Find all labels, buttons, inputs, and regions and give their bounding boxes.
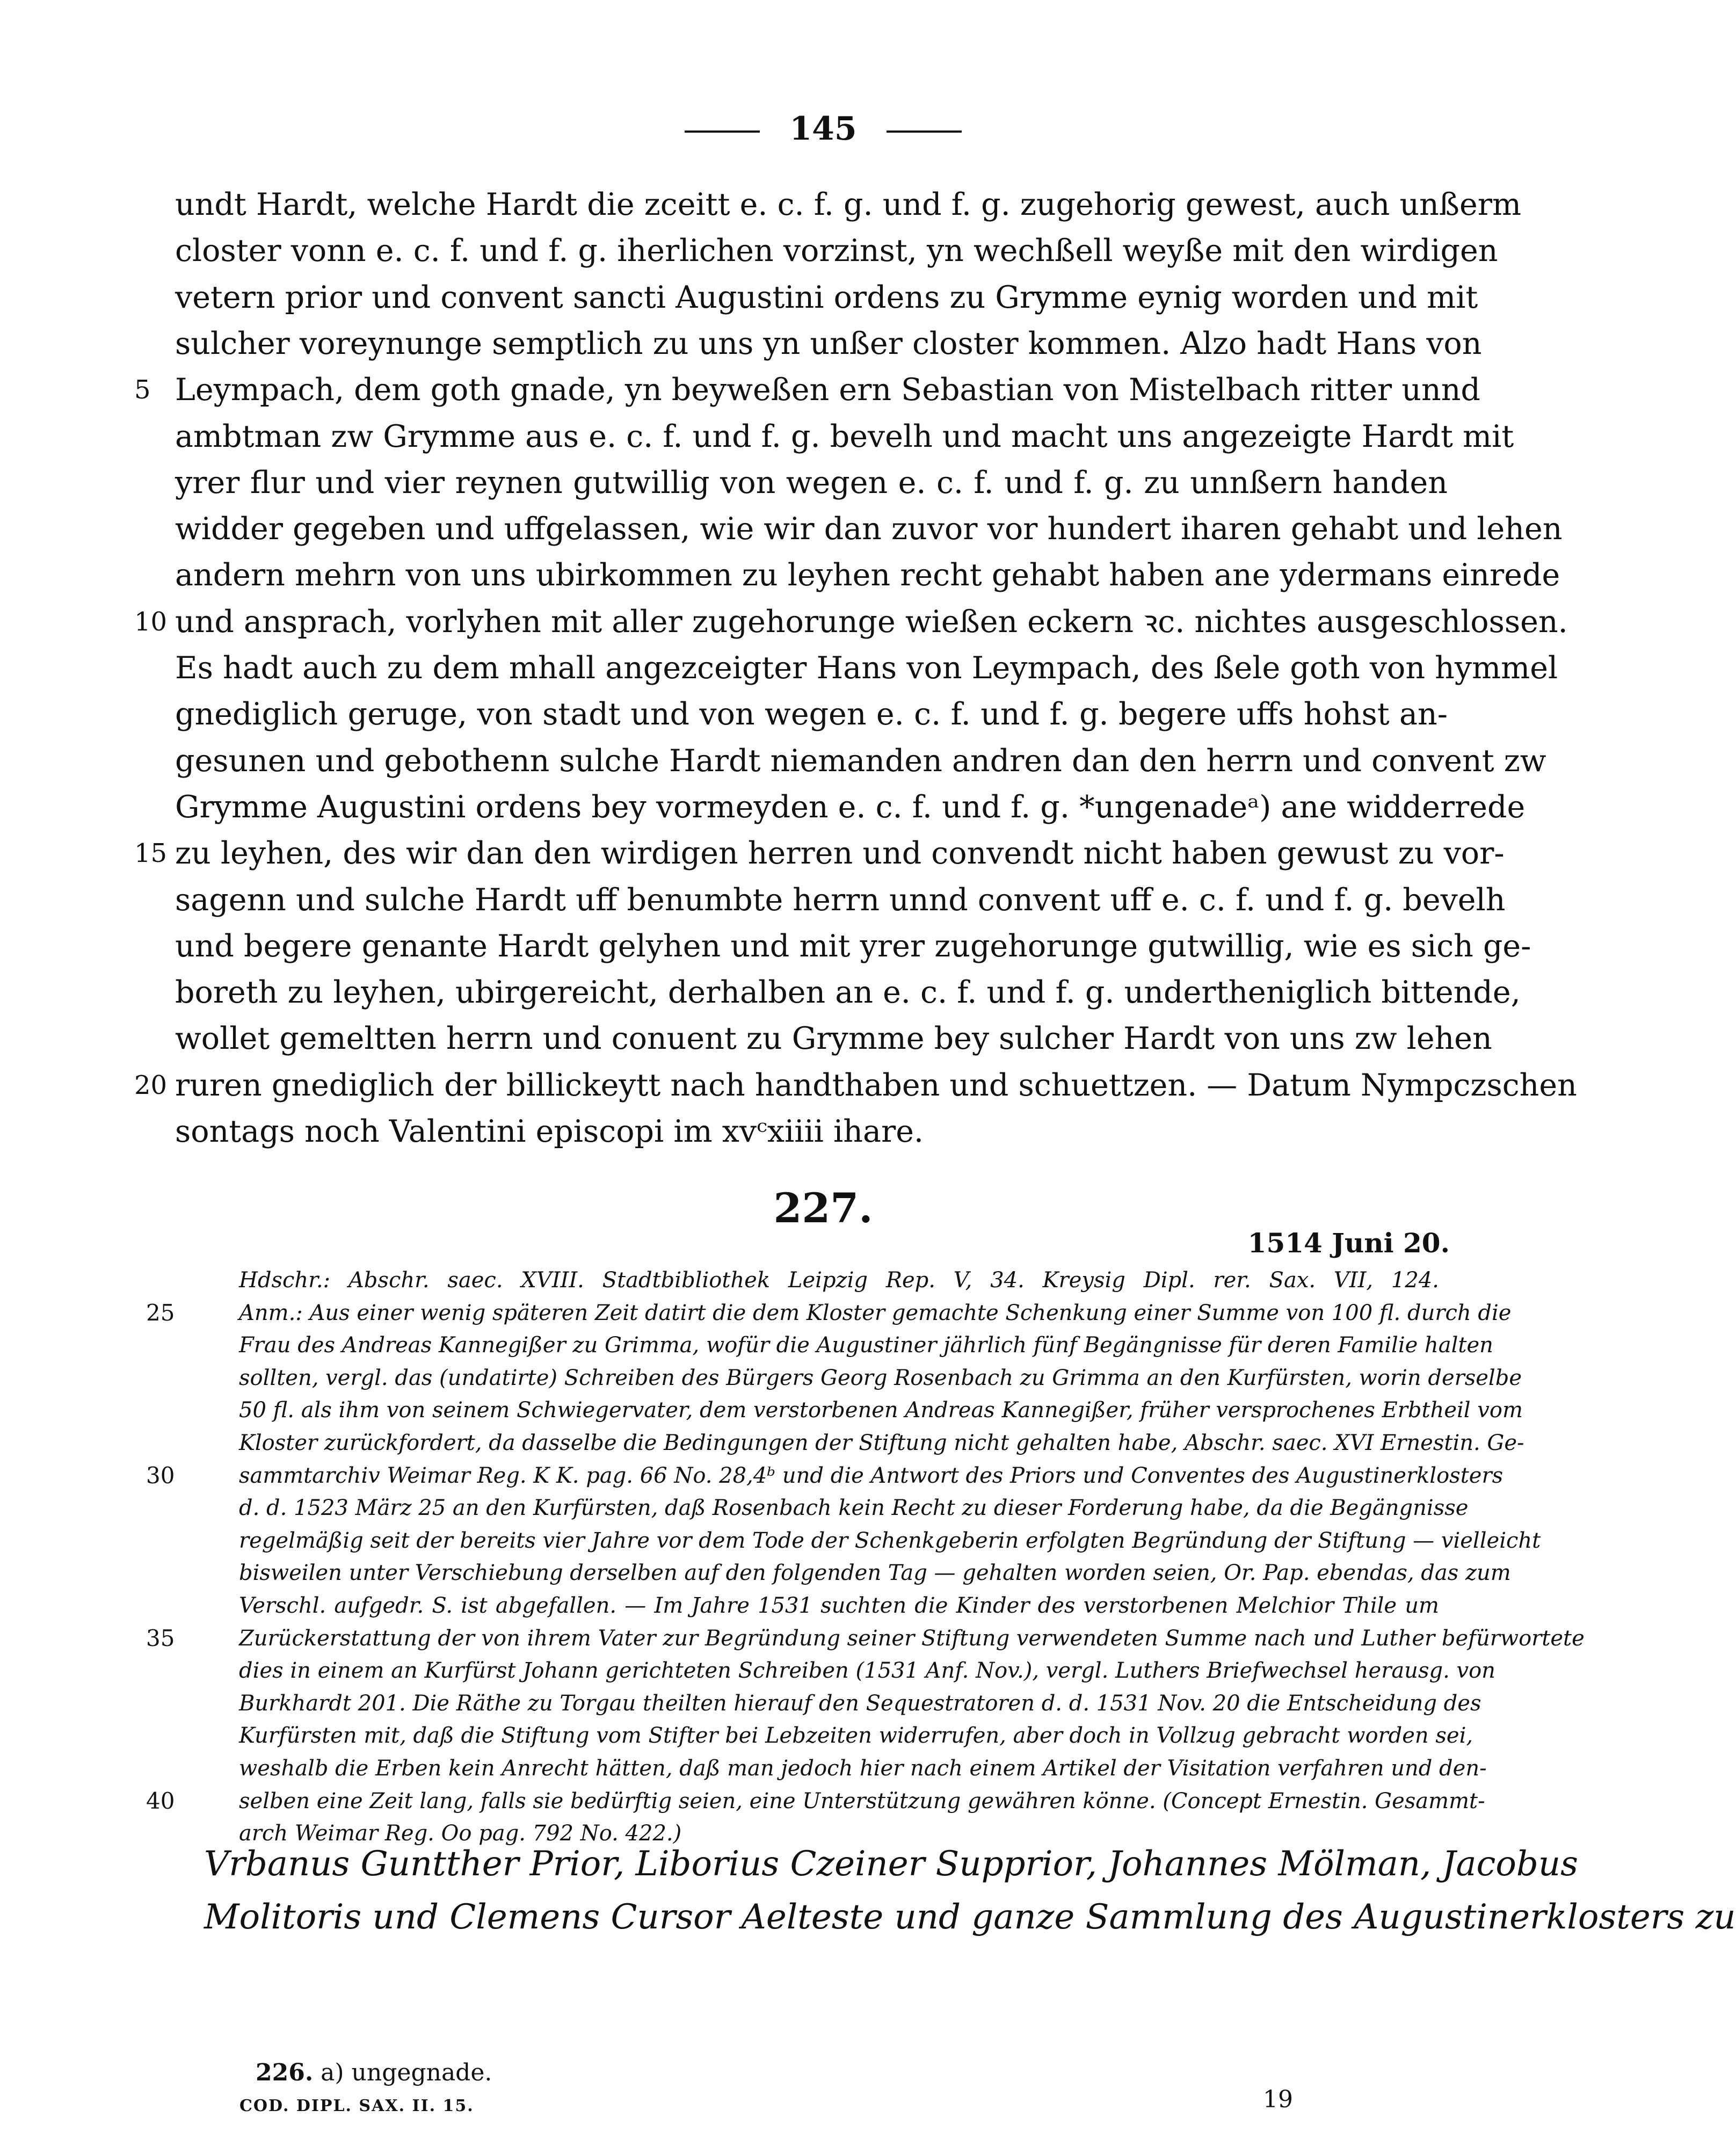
note-line: weshalb die Erben kein Anrecht hätten, daß man jedoch hier nach einem Artikel der Visitation verfahren und den- (239, 1756, 1487, 1781)
heading-line: Molitoris und Clemens Cursor Aelteste und ganze Sammlung des Augustinerklosters zu (204, 1897, 1736, 1937)
sheet-number: 19 (1263, 2086, 1293, 2113)
heading-line: Vrbanus Guntther Prior, Liborius Czeiner Supprior, Johannes Mölman, Jacobus (204, 1844, 1578, 1884)
note-line: Kurfürsten mit, daß die Stiftung vom Stifter bei Lebzeiten widerrufen, aber doch in Vollzug gebracht worden sei, (239, 1723, 1473, 1748)
text-line: ambtman zw Grymme aus e. c. f. und f. g. bevelh und macht uns angezeigte Hardt mit (175, 419, 1514, 454)
note-line: selben eine Zeit lang, falls sie bedürftig seien, eine Unterstützung gewähren könne. (Concept Ernestin. Gesammt- (239, 1789, 1485, 1814)
footnote-text: a) ungegnade. (321, 2059, 492, 2086)
text-line: gnediglich geruge, von stadt und von wegen e. c. f. und f. g. begere uffs hohst an- (175, 697, 1448, 732)
document-date: 1514 Juni 20. (1247, 1227, 1450, 1259)
note-line: d. d. 1523 März 25 an den Kurfürsten, daß Rosenbach kein Recht zu dieser Forderung habe, da die Begängnisse (239, 1496, 1469, 1520)
text-line: sagenn und sulche Hardt uff benumbte herrn unnd convent uff e. c. f. und f. g. bevelh (175, 882, 1506, 918)
note-line: Hdschr.: Abschr. saec. XVIII. Stadtbibliothek Leipzig Rep. V, 34. Kreysig Dipl. rer. Sax. VII, 124. (239, 1268, 1439, 1293)
text-line: Es hadt auch zu dem mhall angezceigter Hans von Leympach, des ßele goth von hymmel (175, 650, 1558, 686)
line-number: 5 (134, 375, 151, 405)
footnote (256, 2057, 492, 2089)
note-line: dies in einem an Kurfürst Johann gerichteten Schreiben (1531 Anf. Nov.), vergl. Luthers Briefwechsel herausg. von (239, 1658, 1495, 1683)
text-line: und ansprach, vorlyhen mit aller zugehorunge wießen eckern ꝛc. nichtes ausgeschlossen. (175, 604, 1568, 640)
note-line: Burkhardt 201. Die Räthe zu Torgau theilten hierauf den Sequestratoren d. d. 1531 Nov. 20 die Entscheidung des (239, 1691, 1481, 1716)
note-line: sollten, vergl. das (undatirte) Schreiben des Bürgers Georg Rosenbach zu Grimma an den Kurfürsten, worin derselbe (239, 1366, 1522, 1390)
note-line: 50 fl. als ihm von seinem Schwiegervater, dem verstorbenen Andreas Kannegißer, früher versprochenes Erbtheil vom (239, 1398, 1523, 1423)
note-line: sammtarchiv Weimar Reg. K K. pag. 66 No. 28,4ᵇ und die Antwort des Priors und Conventes des Augustinerklosters (239, 1463, 1503, 1488)
note-line: arch Weimar Reg. Oo pag. 792 No. 422.) (239, 1821, 682, 1846)
page-number (0, 110, 1646, 148)
text-line: andern mehrn von uns ubirkommen zu leyhen recht gehabt haben ane ydermans einrede (175, 557, 1560, 593)
note-line: Frau des Andreas Kannegißer zu Grimma, wofür die Augustiner jährlich fünf Begängnisse für deren Familie halten (239, 1333, 1493, 1358)
text-line: vetern prior und convent sancti Augustini ordens zu Grymme eynig worden und mit (175, 280, 1478, 315)
text-line: closter vonn e. c. f. und f. g. iherlichen vorzinst, yn wechßell weyße mit den wirdigen (175, 233, 1498, 269)
text-line: yrer flur und vier reynen gutwillig von wegen e. c. f. und f. g. zu unnßern handen (175, 465, 1448, 501)
text-line: Leympach, dem goth gnade, yn beyweßen ern Sebastian von Mistelbach ritter unnd (175, 372, 1480, 408)
note-line: Kloster zurückfordert, da dasselbe die Bedingungen der Stiftung nicht gehalten habe, Abschr. saec. XVI Ernestin. Ge- (239, 1431, 1524, 1455)
note-line-number: 30 (146, 1462, 175, 1489)
text-line: gesunen und gebothenn sulche Hardt niemanden andren dan den herrn und convent zw (175, 743, 1546, 779)
note-line: regelmäßig seit der bereits vier Jahre vor dem Tode der Schenkgeberin erfolgten Begründung der Stiftung — vielleicht (239, 1528, 1541, 1553)
footnote-ref: 226. (256, 2059, 314, 2086)
text-line: Grymme Augustini ordens bey vormeyden e. c. f. und f. g. *ungenadeᵃ) ane widderrede (175, 789, 1526, 825)
page-number-text: 145 (789, 110, 857, 148)
dash-right (887, 130, 962, 133)
note-line-number: 40 (146, 1788, 175, 1814)
text-line: undt Hardt, welche Hardt die zceitt e. c. f. g. und f. g. zugehorig gewest, auch unßerm (175, 187, 1521, 222)
note-line-number: 25 (146, 1300, 175, 1326)
text-line: boreth zu leyhen, ubirgereicht, derhalben an e. c. f. und f. g. undertheniglich bittende, (175, 975, 1521, 1010)
signature-mark: COD. DIPL. SAX. II. 15. (239, 2097, 474, 2115)
note-line: Verschl. aufgedr. S. ist abgefallen. — Im Jahre 1531 suchten die Kinder des verstorbenen Melchior Thile um (239, 1593, 1439, 1618)
note-line: bisweilen unter Verschiebung derselben auf den folgenden Tag — gehalten worden seien, Or. Pap. ebendas, das zum (239, 1561, 1511, 1585)
note-line-number: 35 (146, 1625, 175, 1651)
text-line: sulcher voreynunge semptlich zu uns yn unßer closter kommen. Alzo hadt Hans von (175, 326, 1482, 361)
text-line: und begere genante Hardt gelyhen und mit yrer zugehorunge gutwillig, wie es sich ge- (175, 929, 1531, 964)
text-line: sontags noch Valentini episcopi im xvᶜxiiii ihare. (175, 1114, 924, 1149)
dash-left (685, 130, 760, 133)
note-line: Anm.: Aus einer wenig späteren Zeit datirt die dem Kloster gemachte Schenkung einer Summe von 100 fl. durch die (239, 1301, 1512, 1325)
text-line: zu leyhen, des wir dan den wirdigen herren und convendt nicht haben gewust zu vor- (175, 836, 1505, 871)
line-number: 20 (134, 1070, 168, 1100)
note-line: Zurückerstattung der von ihrem Vater zur Begründung seiner Stiftung verwendeten Summe nach und Luther befürwortete (239, 1626, 1585, 1651)
text-line: ruren gnediglich der billickeytt nach handthaben und schuettzen. — Datum Nympczschen (175, 1068, 1577, 1103)
line-number: 15 (134, 838, 168, 868)
document-number: 227. (773, 1184, 873, 1232)
text-line: wollet gemeltten herrn und conuent zu Grymme bey sulcher Hardt von uns zw lehen (175, 1021, 1492, 1056)
line-number: 10 (134, 607, 168, 637)
text-line: widder gegeben und uffgelassen, wie wir dan zuvor vor hundert iharen gehabt und lehen (175, 511, 1563, 547)
